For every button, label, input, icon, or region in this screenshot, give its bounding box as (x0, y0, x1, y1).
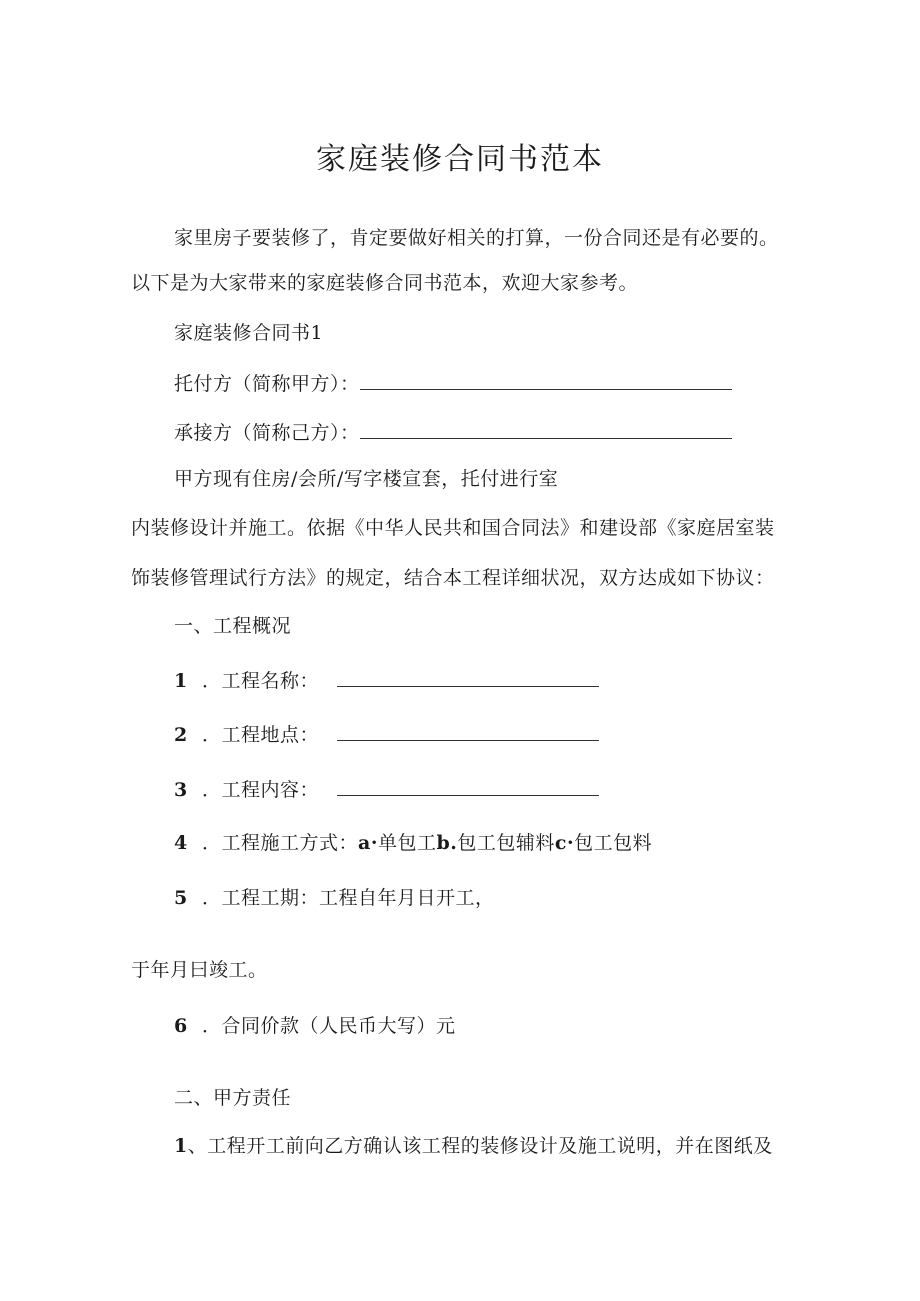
item-1-row (174, 668, 599, 693)
item-5-label: ．工程工期：工程自年月日开工， (202, 887, 495, 909)
section-2-item-1-number: 1 (174, 1135, 188, 1157)
option-a-letter: a· (358, 832, 378, 854)
item-3-label: ．工程内容： (202, 779, 320, 801)
item-1-blank[interactable] (337, 668, 599, 687)
item-5-row (174, 886, 495, 910)
item-3-row (174, 777, 599, 802)
paragraph-1-line-1: 甲方现有住房/会所/写字楼宣套，托付进行室 (174, 468, 559, 490)
party-b-row (174, 420, 732, 445)
option-c-letter: c· (554, 832, 575, 854)
item-1-label: ．工程名称： (202, 670, 320, 692)
intro-line-1: 家里房子要装修了，肯定要做好相关的打算，一份合同还是有必要的。 (174, 227, 779, 249)
document-title: 家庭装修合同书范本 (316, 142, 604, 177)
party-a-blank[interactable] (360, 371, 732, 390)
option-c-text: 包工包料 (574, 832, 653, 854)
section-2-item-1-text: 、工程开工前向乙方确认该工程的装修设计及施工说明，并在图纸及 (187, 1135, 773, 1157)
contract-heading: 家庭装修合同书1 (174, 322, 324, 344)
section-1-heading: 一、工程概况 (174, 615, 292, 637)
item-2-row (174, 722, 599, 747)
option-b-text: 包工包辅料 (457, 832, 555, 854)
paragraph-1-line-2: 内装修设计并施工。依据《中华人民共和国合同法》和建设部《家庭居室装 (131, 517, 775, 539)
item-2-label: ．工程地点： (202, 724, 320, 746)
item-6-number: 6 (174, 1015, 188, 1037)
party-a-label: 托付方（简称甲方）： (174, 373, 360, 395)
section-2-heading: 二、甲方责任 (174, 1087, 292, 1109)
item-2-number: 2 (174, 724, 188, 746)
item-3-blank[interactable] (337, 777, 599, 796)
item-4-label: ．工程施工方式： (202, 832, 359, 854)
item-6-label: ．合同价款（人民币大写）元 (202, 1015, 456, 1037)
item-4-number: 4 (174, 832, 188, 854)
item-6-row (174, 1014, 456, 1038)
party-b-label: 承接方（简称己方）： (174, 422, 360, 444)
intro-line-2: 以下是为大家带来的家庭装修合同书范本，欢迎大家参考。 (131, 272, 639, 294)
item-1-number: 1 (174, 670, 188, 692)
paragraph-1-line-3: 饰装修管理试行方法》的规定，结合本工程详细状况，双方达成如下协议： (131, 567, 775, 589)
item-4-row (174, 831, 652, 855)
section-2-item-1 (174, 1134, 773, 1158)
party-b-blank[interactable] (360, 420, 732, 439)
party-a-row (174, 371, 732, 396)
option-a-text: 单包工 (377, 832, 437, 854)
option-b-letter: b. (436, 832, 458, 854)
item-2-blank[interactable] (337, 722, 599, 741)
item-5-continuation: 于年月曰竣工。 (131, 959, 268, 981)
item-3-number: 3 (174, 779, 188, 801)
item-5-number: 5 (174, 887, 188, 909)
